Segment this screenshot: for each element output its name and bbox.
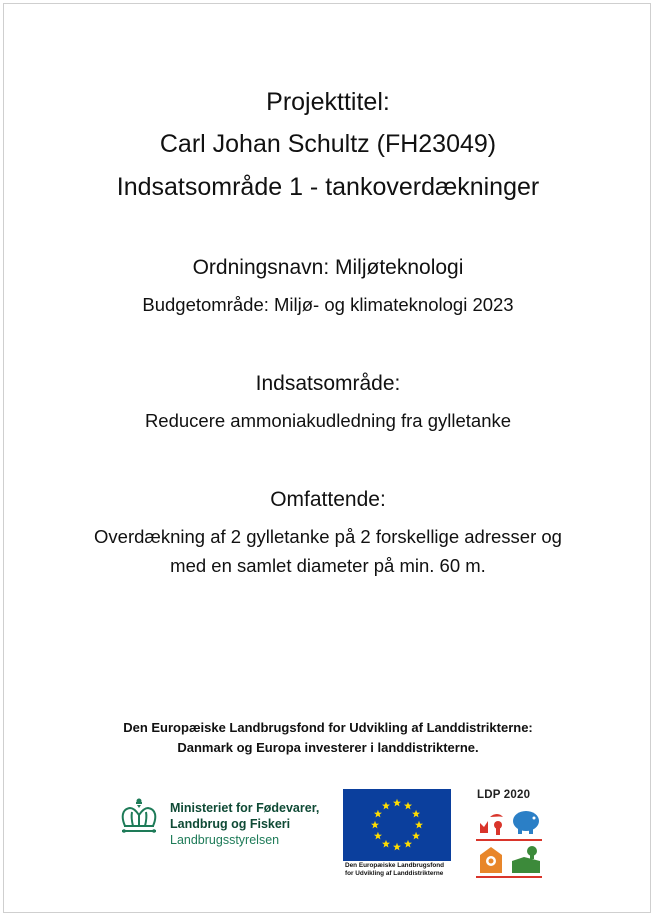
scope-line-1: Overdækning af 2 gylletanke på 2 forskellige adresser og [94, 526, 562, 547]
eu-star-icon [382, 802, 390, 810]
budget-area: Budgetområde: Miljø- og klimateknologi 2023 [142, 294, 514, 315]
eu-caption-2: for Udvikling af Landdistrikterne [345, 869, 444, 877]
eu-star-icon [412, 832, 420, 840]
crown-icon [116, 795, 162, 841]
eu-star-icon [415, 821, 423, 829]
eu-star-icon [404, 840, 412, 848]
page [3, 3, 651, 913]
eu-star-icon [412, 810, 420, 818]
eu-star-icon [393, 843, 401, 851]
eu-star-icon [374, 810, 382, 818]
eu-star-icon [371, 821, 379, 829]
ministry-agency: Landbrugsstyrelsen [170, 833, 280, 847]
area-heading: Indsatsområde: [255, 372, 401, 395]
eu-star-icon [374, 832, 382, 840]
eu-flag-icon [343, 789, 451, 861]
scope-heading: Omfattende: [270, 488, 386, 511]
ldp-title: LDP 2020 [477, 789, 531, 801]
project-owner: Carl Johan Schultz (FH23049) [159, 130, 497, 158]
ldp-tiles-icon [474, 805, 544, 879]
eu-star-icon [404, 802, 412, 810]
eu-logo [343, 789, 451, 877]
project-label: Projekttitel: [266, 88, 390, 116]
eu-caption-1: Den Europæiske Landbrugsfond [345, 862, 445, 869]
eu-star-icon [382, 840, 390, 848]
ministry-name-1: Ministeriet for Fødevarer, [170, 801, 320, 815]
ministry-name-2: Landbrug og Fiskeri [170, 817, 291, 831]
ldp-logo [474, 789, 544, 879]
area-text: Reducere ammoniakudledning fra gylletanke [144, 410, 512, 431]
project-title: Indsatsområde 1 - tankoverdækninger [116, 173, 540, 201]
scope-line-2: med en samlet diameter på min. 60 m. [170, 555, 486, 576]
ministry-logo [116, 791, 326, 851]
scheme-name: Ordningsnavn: Miljøteknologi [192, 256, 464, 279]
fund-line-1: Den Europæiske Landbrugsfond for Udvikling af Landdistrikterne: [123, 720, 533, 735]
eu-star-icon [393, 799, 401, 807]
fund-line-2: Danmark og Europa investerer i landdistrikterne. [177, 740, 479, 755]
